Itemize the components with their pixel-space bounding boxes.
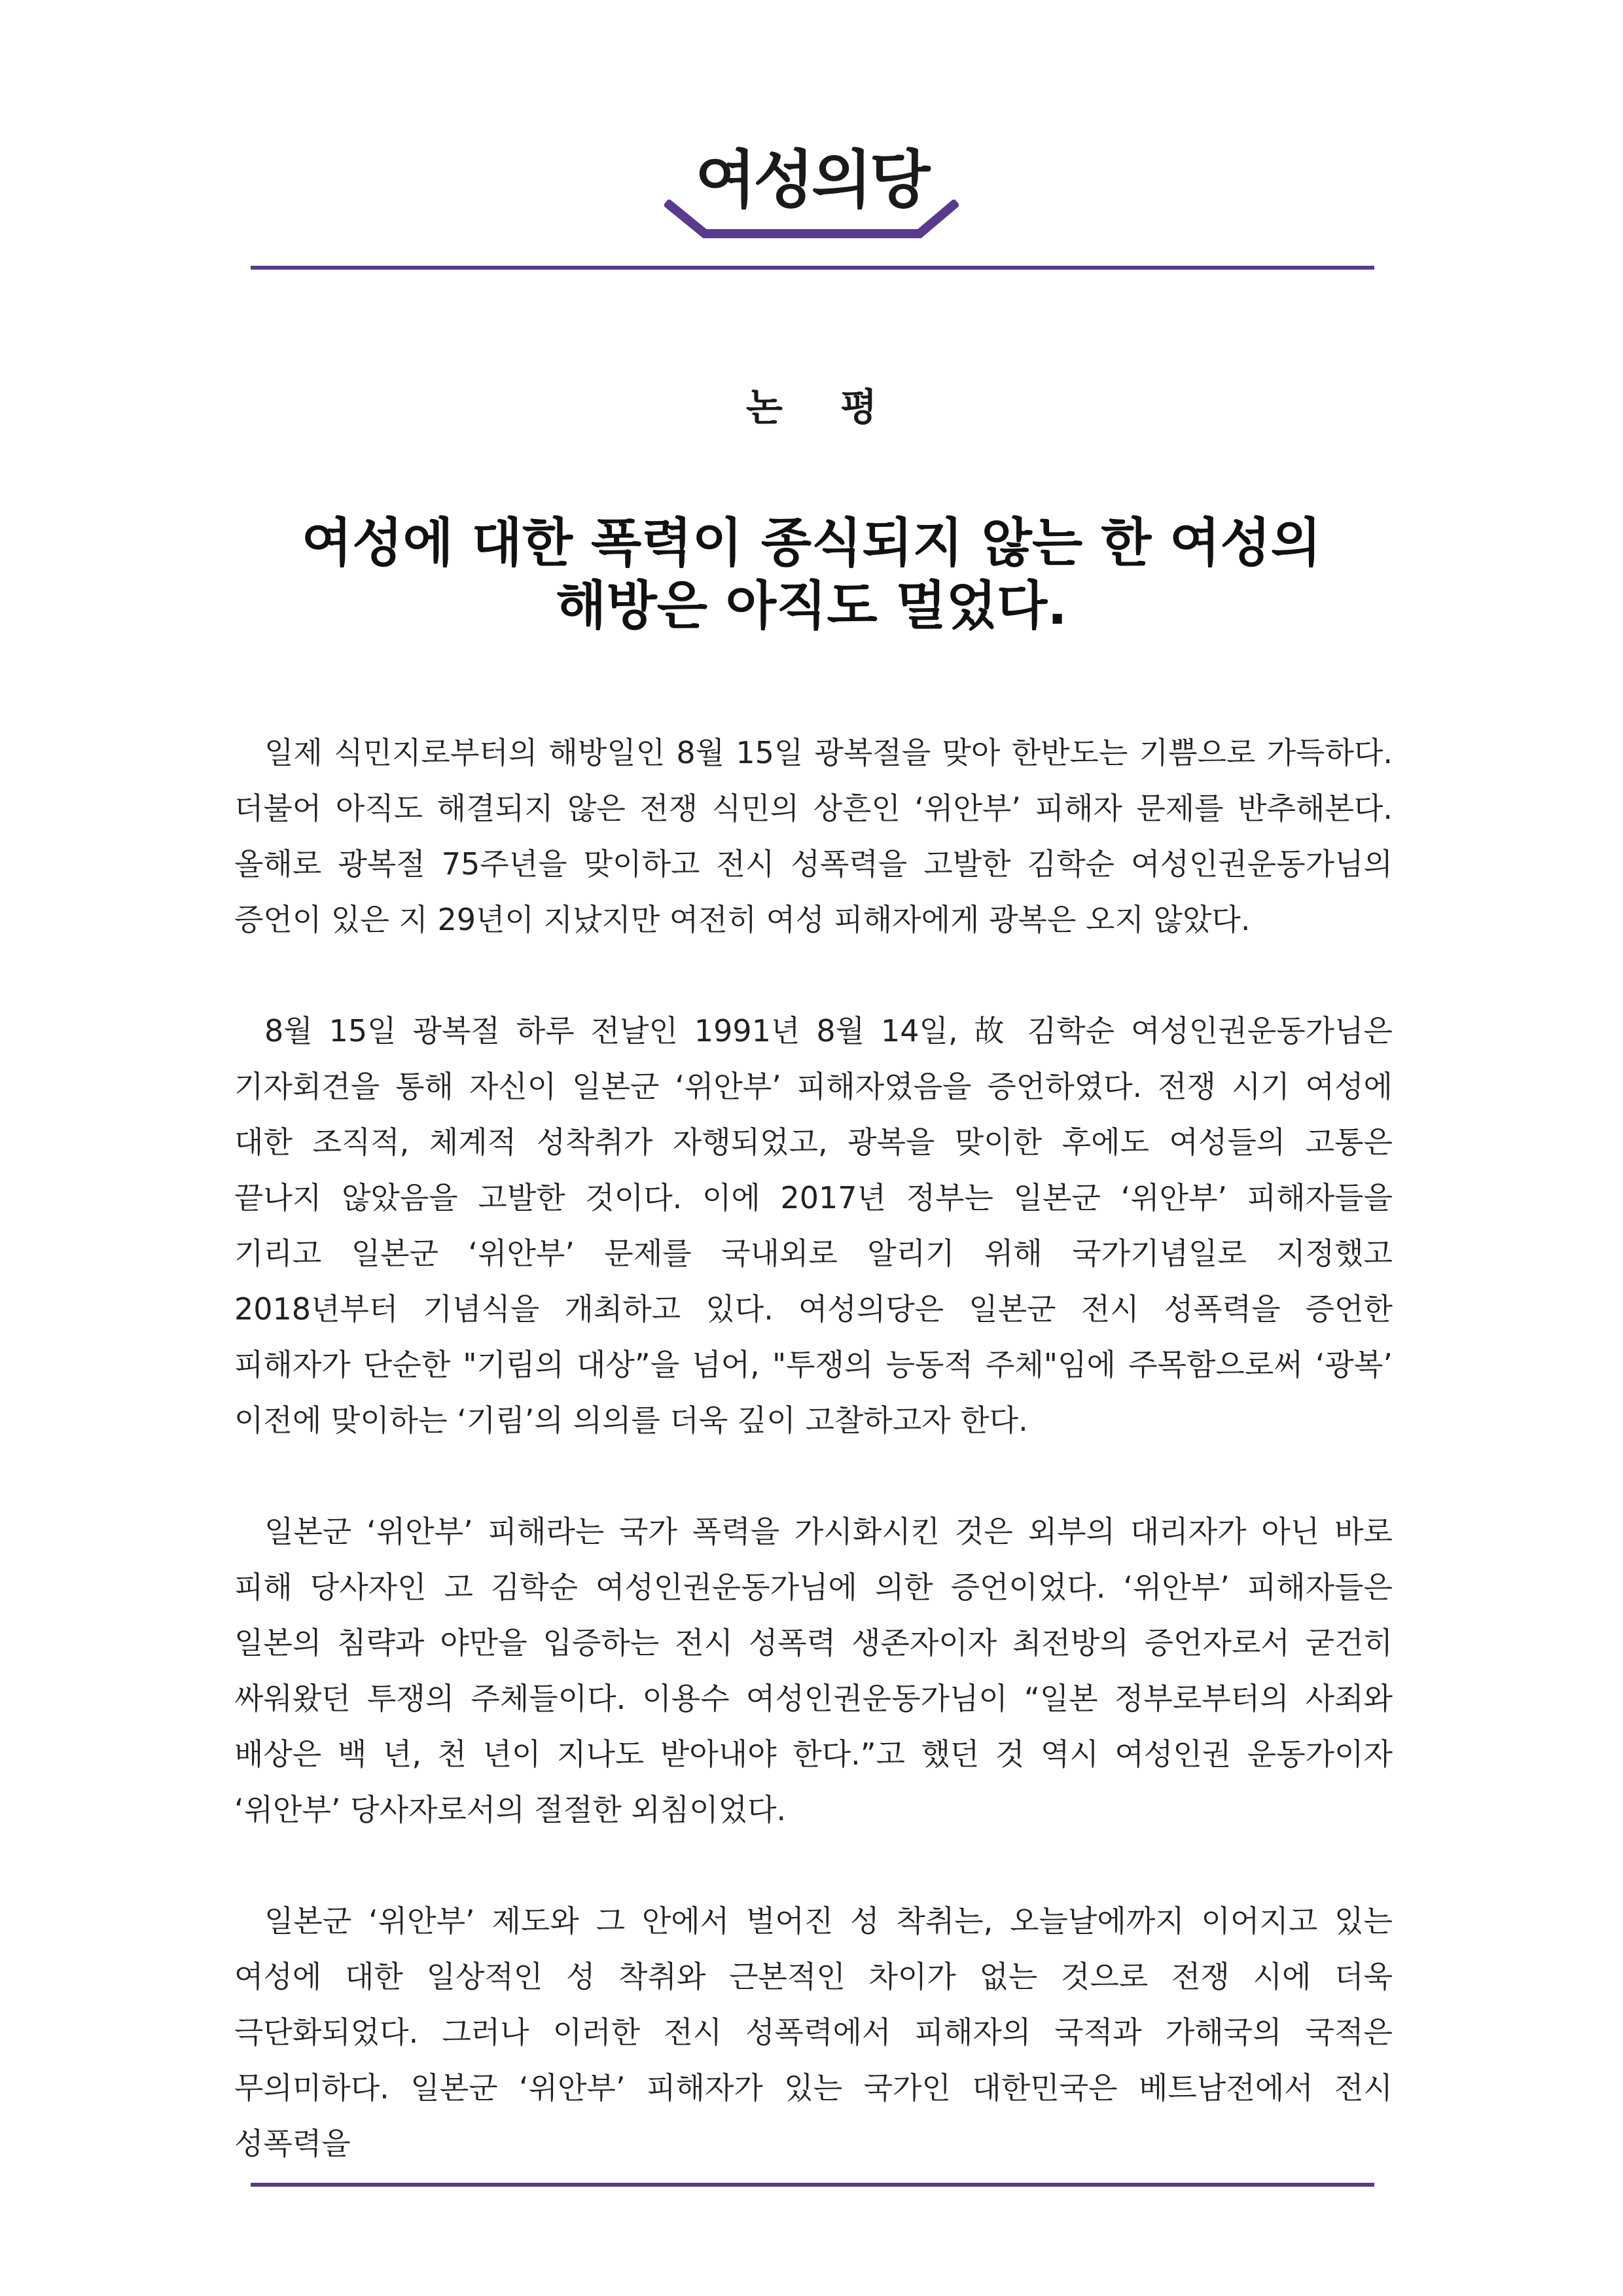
page-title (196, 512, 1427, 637)
body-paragraph-3: 일본군 ‘위안부’ 피해라는 국가 폭력을 가시화시킨 것은 외부의 대리자가 아닌 바로 피해 당사자인 고 김학순 여성인권운동가님에 의한 증언이었다. ‘위안부’ 피해자들은 일본의 침략과 야만을 입증하는 전시 성폭력 생존자이자 최전방의 증언자로서 굳건히 싸워왔던 투쟁의 주체들이다. 이용수 여성인권운동가님이 “일본 정부로부터의 사죄와 배상은 백 년, 천 년이 지나도 받아내야 한다.”고 했던 것 역시 여성인권 운동가이자 ‘위안부’ 당사자로서의 절절한 외침이었다. (234, 1514, 1393, 1827)
logo-chevron-icon (664, 200, 959, 245)
party-logo (0, 141, 1623, 245)
logo-wordmark: 여성의당 (695, 143, 928, 217)
title-line-1: 여성에 대한 폭력이 종식되지 않는 한 여성의 (301, 512, 1322, 573)
title-line-2: 해방은 아직도 멀었다. (556, 575, 1067, 636)
body-paragraph-2: 8월 15일 광복절 하루 전날인 1991년 8월 14일, 故 김학순 여성인권운동가님은 기자회견을 통해 자신이 일본군 ‘위안부’ 피해자였음을 증언하였다. 전쟁 시기 여성에 대한 조직적, 체계적 성착취가 자행되었고, 광복을 맞이한 후에도 여성들의 고통은 끝나지 않았음을 고발한 것이다. 이에 2017년 정부는 일본군 ‘위안부’ 피해자들을 기리고 일본군 ‘위안부’ 문제를 국내외로 알리기 위해 국가기념일로 지정했고 2018년부터 기념식을 개최하고 있다. 여성의당은 일본군 전시 성폭력을 증언한 피해자가 단순한 "기림의 대상”을 넘어, "투쟁의 능동적 주체"임에 주목함으로써 ‘광복’ 이전에 맞이하는 ‘기림’의 의의를 더욱 깊이 고찰하고자 한다. (234, 1013, 1393, 1438)
document-type-label: 논 평 (745, 385, 900, 429)
header-divider (251, 266, 1374, 270)
body-paragraph-4: 일본군 ‘위안부’ 제도와 그 안에서 벌어진 성 착취는, 오늘날에까지 이어지고 있는 여성에 대한 일상적인 성 착취와 근본적인 차이가 없는 것으로 전쟁 시에 더욱 극단화되었다. 그러나 이러한 전시 성폭력에서 피해자의 국적과 가해국의 국적은 무의미하다. 일본군 ‘위안부’ 피해자가 있는 국가인 대한민국은 베트남전에서 전시 성폭력을 (234, 1903, 1393, 2161)
body-paragraph-1: 일제 식민지로부터의 해방일인 8월 15일 광복절을 맞아 한반도는 기쁨으로 가득하다. 더불어 아직도 해결되지 않은 전쟁 식민의 상흔인 ‘위안부’ 피해자 문제를 반추해본다. 올해로 광복절 75주년을 맞이하고 전시 성폭력을 고발한 김학순 여성인권운동가님의 증언이 있은 지 29년이 지났지만 여전히 여성 피해자에게 광복은 오지 않았다. (234, 735, 1393, 937)
document-body (234, 725, 1393, 2227)
footer-divider (251, 2183, 1374, 2187)
